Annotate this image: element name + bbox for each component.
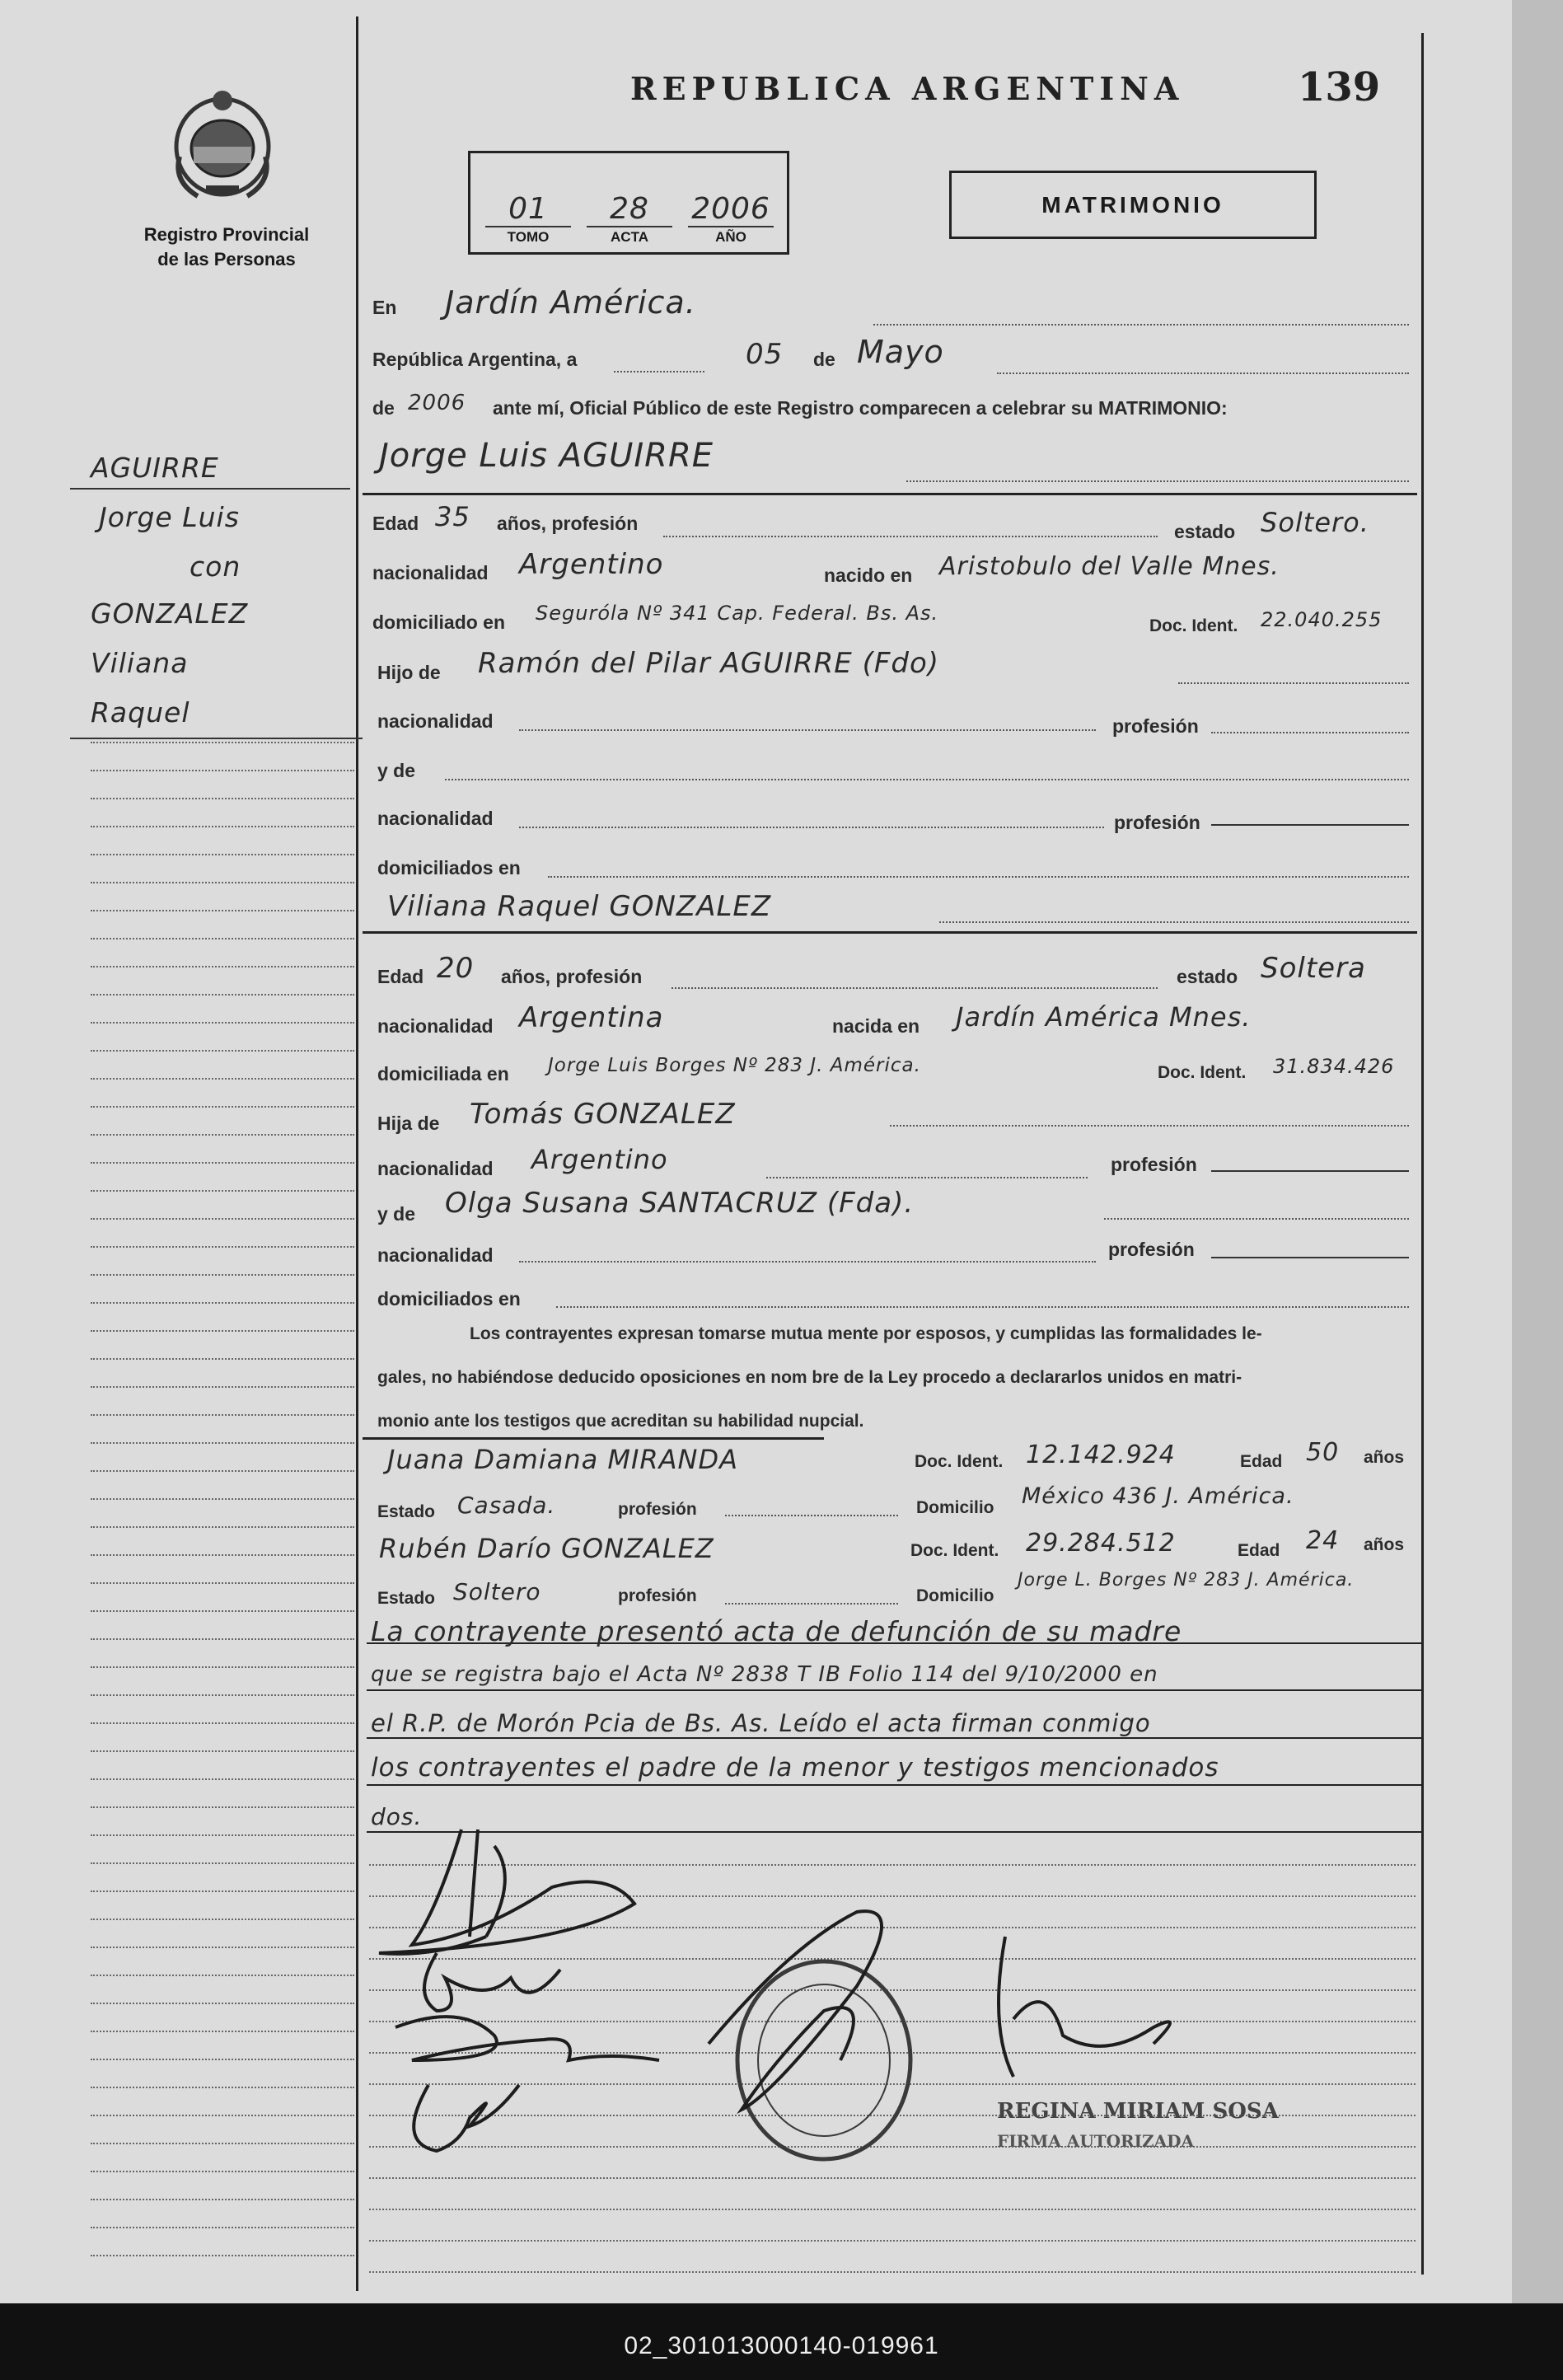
observation-line4: los contrayentes el padre de la menor y testigos mencionados bbox=[371, 1753, 1219, 1783]
fill-line bbox=[1211, 1257, 1409, 1258]
intro-closing: ante mí, Oficial Público de este Registro comparecen a celebrar su MATRIMONIO: bbox=[493, 397, 1228, 419]
bride-yde-label: y de bbox=[377, 1203, 416, 1225]
margin-ruled-line bbox=[91, 1610, 354, 1612]
coat-of-arms-emblem bbox=[165, 82, 280, 202]
margin-rule bbox=[70, 488, 350, 490]
margin-ruled-line bbox=[91, 1078, 354, 1080]
observation-line5: dos. bbox=[371, 1803, 423, 1830]
groom-address: Seguróla Nº 341 Cap. Federal. Bs. As. bbox=[536, 602, 939, 625]
groom-birthplace: Aristobulo del Valle Mnes. bbox=[939, 552, 1280, 581]
witness2-age: 24 bbox=[1306, 1526, 1340, 1555]
margin-ruled-line bbox=[91, 1050, 354, 1052]
groom-nac1-label: nacionalidad bbox=[377, 710, 494, 732]
witness1-edad-label: Edad bbox=[1240, 1452, 1283, 1471]
margin-ruled-line bbox=[91, 1358, 354, 1360]
fill-line bbox=[766, 1177, 1088, 1178]
acta-value: 28 bbox=[587, 193, 672, 227]
margin-ruled-line bbox=[91, 2003, 354, 2004]
margin-ruled-line bbox=[91, 910, 354, 911]
observation-rule bbox=[367, 1737, 1421, 1739]
margin-ruled-line bbox=[91, 2031, 354, 2032]
acta-label: ACTA bbox=[611, 229, 648, 245]
groom-edad-label: Edad bbox=[372, 513, 419, 534]
groom-nac2-label: nacionalidad bbox=[377, 808, 494, 829]
groom-domicilio-label: domiciliado en bbox=[372, 611, 506, 633]
groom-name: Jorge Luis AGUIRRE bbox=[379, 437, 714, 475]
margin-ruled-line bbox=[91, 742, 354, 743]
margin-ruled-line bbox=[91, 1498, 354, 1500]
day-value: 05 bbox=[746, 338, 784, 371]
year-prefix: de bbox=[372, 397, 395, 419]
bride-nac1-label: nacionalidad bbox=[377, 1158, 494, 1179]
margin-ruled-line bbox=[91, 1638, 354, 1640]
republic-label: República Argentina, a bbox=[372, 349, 578, 370]
margin-ruled-line bbox=[91, 1470, 354, 1472]
tomo-cell bbox=[479, 193, 578, 252]
stamp-name: REGINA MIRIAM SOSA bbox=[997, 2099, 1279, 2124]
fill-line bbox=[556, 1306, 1409, 1308]
ano-value: 2006 bbox=[688, 193, 774, 227]
fill-line bbox=[614, 371, 704, 372]
bride-name: Viliana Raquel GONZALEZ bbox=[387, 890, 772, 923]
groom-yde-label: y de bbox=[377, 760, 416, 781]
fill-line bbox=[725, 1515, 898, 1516]
margin-ruled-line bbox=[91, 966, 354, 967]
scan-id-code: 02_301013000140-019961 bbox=[624, 2332, 939, 2359]
margin-ruled-line bbox=[91, 1246, 354, 1248]
fill-line bbox=[519, 827, 1104, 828]
bride-hija-label: Hija de bbox=[377, 1113, 440, 1134]
bride-age: 20 bbox=[437, 952, 475, 985]
margin-ruled-line bbox=[91, 1134, 354, 1136]
registry-box bbox=[468, 151, 789, 255]
witness1-prof-label: profesión bbox=[618, 1500, 697, 1519]
bride-doc-label: Doc. Ident. bbox=[1158, 1063, 1247, 1082]
witness2-estado-label: Estado bbox=[377, 1589, 436, 1608]
witness2-doc-label: Doc. Ident. bbox=[910, 1541, 999, 1560]
margin-ruled-line bbox=[91, 1750, 354, 1752]
record-type-box: MATRIMONIO bbox=[949, 171, 1317, 239]
bride-father: Tomás GONZALEZ bbox=[470, 1098, 736, 1131]
fill-line bbox=[890, 1125, 1409, 1127]
groom-doc-label: Doc. Ident. bbox=[1149, 616, 1238, 635]
witness1-estado: Casada. bbox=[457, 1492, 556, 1519]
margin-ruled-line bbox=[91, 1947, 354, 1948]
signature-official bbox=[709, 1911, 1170, 2110]
groom-prof2-label: profesión bbox=[1114, 812, 1200, 833]
margin-ruled-line bbox=[91, 798, 354, 799]
acta-cell bbox=[580, 193, 679, 252]
margin-ruled-line bbox=[91, 2115, 354, 2116]
bride-estado-label: estado bbox=[1177, 966, 1238, 987]
margin-divider bbox=[356, 16, 358, 2291]
observation-rule bbox=[367, 1689, 1421, 1691]
margin-ruled-line bbox=[91, 2087, 354, 2088]
fill-line bbox=[906, 480, 1409, 482]
bride-birthplace: Jardín América Mnes. bbox=[956, 1001, 1252, 1033]
registry-name-line1: Registro Provincial bbox=[143, 224, 310, 245]
fill-line bbox=[445, 779, 1409, 780]
witness2-prof-label: profesión bbox=[618, 1586, 697, 1605]
witness1-anos-label: años bbox=[1364, 1448, 1405, 1467]
observation-rule bbox=[367, 1784, 1421, 1786]
margin-given-groom: Jorge Luis bbox=[99, 501, 240, 533]
bride-nac2-label: nacionalidad bbox=[377, 1244, 494, 1266]
margin-ruled-line bbox=[91, 1806, 354, 1808]
section-rule bbox=[363, 493, 1417, 495]
signature-witness-3 bbox=[395, 2017, 659, 2060]
en-label: En bbox=[372, 297, 397, 318]
page-edge bbox=[1512, 0, 1563, 2303]
margin-ruled-line bbox=[91, 2171, 354, 2172]
margin-ruled-line bbox=[91, 882, 354, 883]
margin-ruled-line bbox=[91, 1919, 354, 1920]
fill-line bbox=[1211, 732, 1409, 733]
margin-surname-groom: AGUIRRE bbox=[91, 452, 219, 484]
bride-father-nationality: Argentino bbox=[531, 1144, 668, 1175]
witness2-domicilio-label: Domicilio bbox=[916, 1586, 994, 1605]
witness1-estado-label: Estado bbox=[377, 1502, 436, 1521]
bride-domicilio-label: domiciliada en bbox=[377, 1063, 509, 1085]
fill-line bbox=[519, 729, 1096, 731]
registry-name bbox=[111, 223, 342, 272]
fill-line bbox=[1211, 1170, 1409, 1172]
fill-line bbox=[1211, 824, 1409, 826]
margin-ruled-line bbox=[91, 1582, 354, 1584]
bride-prof2-label: profesión bbox=[1108, 1239, 1195, 1260]
groom-father: Ramón del Pilar AGUIRRE (Fdo) bbox=[478, 647, 940, 680]
margin-ruled-line bbox=[91, 1106, 354, 1108]
groom-nacido-label: nacido en bbox=[824, 565, 913, 586]
signature-contrayente bbox=[414, 2085, 519, 2151]
margin-ruled-line bbox=[91, 1190, 354, 1192]
margin-ruled-line bbox=[91, 1554, 354, 1556]
margin-ruled-line bbox=[91, 770, 354, 771]
bride-address: Jorge Luis Borges Nº 283 J. América. bbox=[548, 1055, 921, 1076]
signature-witness-1 bbox=[379, 1830, 634, 1954]
margin-ruled-line bbox=[91, 1778, 354, 1780]
margin-ruled-line bbox=[91, 938, 354, 939]
de-label: de bbox=[813, 349, 835, 370]
declaration-line1: Los contrayentes expresan tomarse mutua mente por esposos, y cumplidas las formalidades le- bbox=[470, 1324, 1262, 1343]
year-value: 2006 bbox=[408, 391, 466, 415]
margin-ruled-line bbox=[91, 1694, 354, 1696]
country-title: REPUBLICA ARGENTINA bbox=[630, 70, 1185, 107]
bride-mother: Olga Susana SANTACRUZ (Fda). bbox=[445, 1187, 915, 1220]
margin-ruled-line bbox=[91, 2199, 354, 2200]
margin-ruled-line bbox=[91, 1218, 354, 1220]
margin-ruled-line bbox=[91, 1862, 354, 1864]
margin-ruled-line bbox=[91, 826, 354, 827]
groom-hijo-label: Hijo de bbox=[377, 662, 441, 683]
margin-rule bbox=[70, 738, 363, 739]
margin-ruled-line bbox=[91, 2143, 354, 2144]
margin-ruled-line bbox=[91, 994, 354, 996]
margin-given-bride-1: Viliana bbox=[91, 647, 189, 679]
fill-line bbox=[873, 324, 1409, 326]
margin-ruled-line bbox=[91, 1666, 354, 1668]
observation-line1: La contrayente presentó acta de defunción de su madre bbox=[371, 1615, 1182, 1647]
groom-estado-label: estado bbox=[1174, 521, 1236, 542]
bride-doc: 31.834.426 bbox=[1273, 1055, 1395, 1078]
bride-nacida-label: nacida en bbox=[832, 1015, 920, 1037]
margin-con: con bbox=[190, 550, 241, 583]
signature-witness-2 bbox=[424, 1953, 560, 2011]
fill-line bbox=[548, 876, 1409, 878]
fill-line bbox=[672, 987, 1158, 989]
bride-domiciliados-label: domiciliados en bbox=[377, 1288, 521, 1309]
witness2-domicilio: Jorge L. Borges Nº 283 J. América. bbox=[1018, 1570, 1355, 1591]
margin-surname-bride: GONZALEZ bbox=[91, 597, 249, 630]
bride-edad-label: Edad bbox=[377, 966, 424, 987]
fill-line bbox=[1178, 682, 1409, 684]
witness2-doc: 29.284.512 bbox=[1026, 1529, 1176, 1558]
margin-ruled-line bbox=[91, 1386, 354, 1388]
tomo-label: TOMO bbox=[507, 229, 550, 245]
observation-line2: que se registra bajo el Acta Nº 2838 T IB Folio 114 del 9/10/2000 en bbox=[371, 1662, 1158, 1687]
signatures-area bbox=[363, 1813, 1425, 2275]
folio-number: 139 bbox=[1298, 64, 1381, 110]
ano-label: AÑO bbox=[715, 229, 746, 245]
witness1-doc: 12.142.924 bbox=[1026, 1441, 1176, 1469]
fill-line bbox=[663, 536, 1158, 537]
margin-ruled-line bbox=[91, 854, 354, 855]
margin-ruled-line bbox=[91, 1274, 354, 1276]
stamp-role: FIRMA AUTORIZADA bbox=[997, 2131, 1195, 2151]
groom-nacionalidad-label: nacionalidad bbox=[372, 562, 489, 583]
fill-line bbox=[725, 1603, 898, 1605]
witness2-edad-label: Edad bbox=[1238, 1541, 1280, 1560]
ano-cell bbox=[681, 193, 780, 252]
official-seal bbox=[737, 1961, 910, 2159]
witness1-domicilio-label: Domicilio bbox=[916, 1498, 994, 1517]
section-rule bbox=[363, 1437, 824, 1440]
observation-line3: el R.P. de Morón Pcia de Bs. As. Leído el acta firman conmigo bbox=[371, 1709, 1151, 1737]
witness2-estado: Soltero bbox=[453, 1578, 541, 1605]
margin-ruled-line bbox=[91, 2255, 354, 2256]
margin-ruled-line bbox=[91, 1330, 354, 1332]
bride-nacionalidad-label: nacionalidad bbox=[377, 1015, 494, 1037]
groom-anos-label: años, profesión bbox=[497, 513, 639, 534]
groom-age: 35 bbox=[435, 501, 470, 532]
groom-prof1-label: profesión bbox=[1112, 715, 1199, 737]
groom-nationality: Argentino bbox=[519, 548, 664, 581]
margin-given-bride-2: Raquel bbox=[91, 696, 190, 729]
margin-ruled-line bbox=[91, 1722, 354, 1724]
bride-estado: Soltera bbox=[1261, 952, 1366, 985]
witness1-domicilio: México 436 J. América. bbox=[1022, 1483, 1294, 1509]
margin-ruled-line bbox=[91, 1414, 354, 1416]
fill-line bbox=[997, 372, 1409, 374]
margin-ruled-line bbox=[91, 1022, 354, 1024]
fill-line bbox=[939, 921, 1409, 923]
declaration-line2: gales, no habiéndose deducido oposiciones en nom bre de la Ley procedo a declararlos unidos en matri- bbox=[377, 1368, 1242, 1387]
bride-nationality: Argentina bbox=[519, 1001, 664, 1034]
margin-ruled-line bbox=[91, 2059, 354, 2060]
margin-ruled-line bbox=[91, 1526, 354, 1528]
margin-ruled-line bbox=[91, 1162, 354, 1164]
section-rule bbox=[363, 931, 1417, 934]
margin-ruled-line bbox=[91, 1975, 354, 1976]
registry-name-line2: de las Personas bbox=[157, 249, 296, 269]
witness2-name: Rubén Darío GONZALEZ bbox=[379, 1533, 714, 1564]
witness1-age: 50 bbox=[1306, 1438, 1340, 1467]
fill-line bbox=[1104, 1218, 1409, 1220]
declaration-line3: monio ante los testigos que acreditan su habilidad nupcial. bbox=[377, 1412, 864, 1431]
margin-ruled-line bbox=[91, 1890, 354, 1892]
groom-estado: Soltero. bbox=[1261, 507, 1369, 538]
margin-ruled-line bbox=[91, 1302, 354, 1304]
bride-anos-label: años, profesión bbox=[501, 966, 643, 987]
groom-domiciliados-label: domiciliados en bbox=[377, 857, 521, 878]
margin-ruled-line bbox=[91, 1834, 354, 1836]
tomo-value: 01 bbox=[485, 193, 571, 227]
fill-line bbox=[519, 1261, 1096, 1263]
margin-ruled-line bbox=[91, 1442, 354, 1444]
bride-prof1-label: profesión bbox=[1111, 1154, 1197, 1175]
witness1-name: Juana Damiana MIRANDA bbox=[387, 1444, 739, 1475]
month-value: Mayo bbox=[857, 334, 944, 370]
groom-doc: 22.040.255 bbox=[1261, 608, 1383, 631]
place-value: Jardín América. bbox=[445, 284, 696, 321]
witness2-anos-label: años bbox=[1364, 1535, 1405, 1554]
witness1-doc-label: Doc. Ident. bbox=[915, 1452, 1004, 1471]
margin-ruled-line bbox=[91, 2227, 354, 2228]
